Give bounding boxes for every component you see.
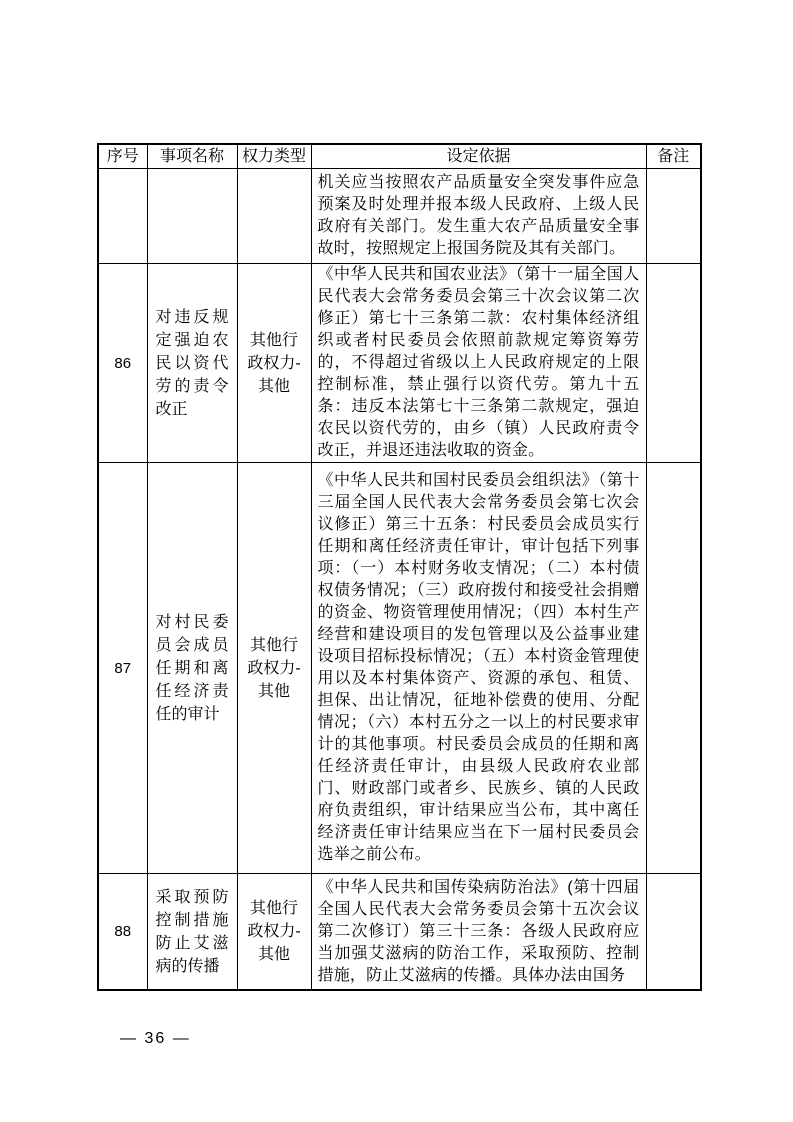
table-row <box>98 169 701 264</box>
note-cell <box>646 463 701 874</box>
basis-cell <box>311 169 646 264</box>
power-items-table <box>97 143 702 991</box>
basis-text: 《中华人民共和国村民委员会组织法》（第十三届全国人民代表大会常务委员会第七次会议修正）第三十五条：村民委员会成员实行任期和离任经济责任审计，审计包括下列事项：（一）本村财务收支情况；（二）本村债权债务情况；（三）政府拨付和接受社会捐赠的资金、物资管理使用情况；（四）本村生产经营和建设项目的发包管理以及公益事业建设项目招标投标情况；（五）本村资金管理使用以及本村集体资产、资源的承包、租赁、担保、出让情况，征地补偿费的使用、分配情况；（六）本村五分之一以上的村民要求审计的其他事项。村民委员会成员的任期和离任经济责任审计，由县级人民政府农业部门、财政部门或者乡、民族乡、镇的人民政府负责组织，审计结果应当公布，其中离任经济责任审计结果应当在下一届村民委员会选举之前公布。 <box>317 472 640 863</box>
header-note: 备注 <box>646 144 701 169</box>
header-basis: 设定依据 <box>311 144 646 169</box>
name-cell <box>147 874 237 991</box>
seq-cell: 88 <box>98 874 147 991</box>
table-row <box>98 874 701 991</box>
table-header-row <box>98 144 701 169</box>
header-seq: 序号 <box>98 144 147 169</box>
power-type-cell <box>237 463 311 874</box>
item-name: 对违反规定强迫农民以资代劳的责令改正 <box>155 308 229 418</box>
item-name: 采取预防控制措施防止艾滋病的传播 <box>155 888 229 975</box>
basis-cell <box>311 463 646 874</box>
table-row <box>98 264 701 463</box>
seq-cell: 87 <box>98 463 147 874</box>
table-row <box>98 463 701 874</box>
power-type-cell <box>237 264 311 463</box>
power-type-cell <box>237 169 311 264</box>
note-cell <box>646 264 701 463</box>
item-name: 对村民委员会成员任期和离任经济责任的审计 <box>155 613 229 723</box>
name-cell <box>147 264 237 463</box>
note-cell <box>646 169 701 264</box>
basis-text: 《中华人民共和国农业法》（第十一届全国人民代表大会常务委员会第三十次会议第二次修正）第七十三条第二款：农村集体经济组织或者村民委员会依照前款规定筹资筹劳的，不得超过省级以上人民政府规定的上限控制标准，禁止强行以资代劳。第九十五条：违反本法第七十三条第二款规定，强迫农民以资代劳的，由乡（镇）人民政府责令改正，并退还违法收取的资金。 <box>317 266 640 459</box>
name-cell <box>147 463 237 874</box>
basis-text: 机关应当按照农产品质量安全突发事件应急预案及时处理并报本级人民政府、上级人民政府有关部门。发生重大农产品质量安全事故时，按照规定上报国务院及其有关部门。 <box>317 174 640 257</box>
basis-cell <box>311 264 646 463</box>
seq-cell: 86 <box>98 264 147 463</box>
power-type: 其他行政权力-其他 <box>247 636 301 700</box>
basis-text: 《中华人民共和国传染病防治法》(第十四届全国人民代表大会常务委员会第十五次会议第二次修订）第三十三条：各级人民政府应当加强艾滋病的防治工作，采取预防、控制措施，防止艾滋病的传播。具体办法由国务 <box>317 878 640 984</box>
header-name: 事项名称 <box>147 144 237 169</box>
note-cell <box>646 874 701 991</box>
power-type-cell <box>237 874 311 991</box>
power-type: 其他行政权力-其他 <box>247 331 301 395</box>
header-power-type: 权力类型 <box>237 144 311 169</box>
page-number: — 36 — <box>120 1030 191 1047</box>
basis-cell <box>311 874 646 991</box>
name-cell <box>147 169 237 264</box>
seq-cell <box>98 169 147 264</box>
power-type: 其他行政权力-其他 <box>247 900 301 963</box>
